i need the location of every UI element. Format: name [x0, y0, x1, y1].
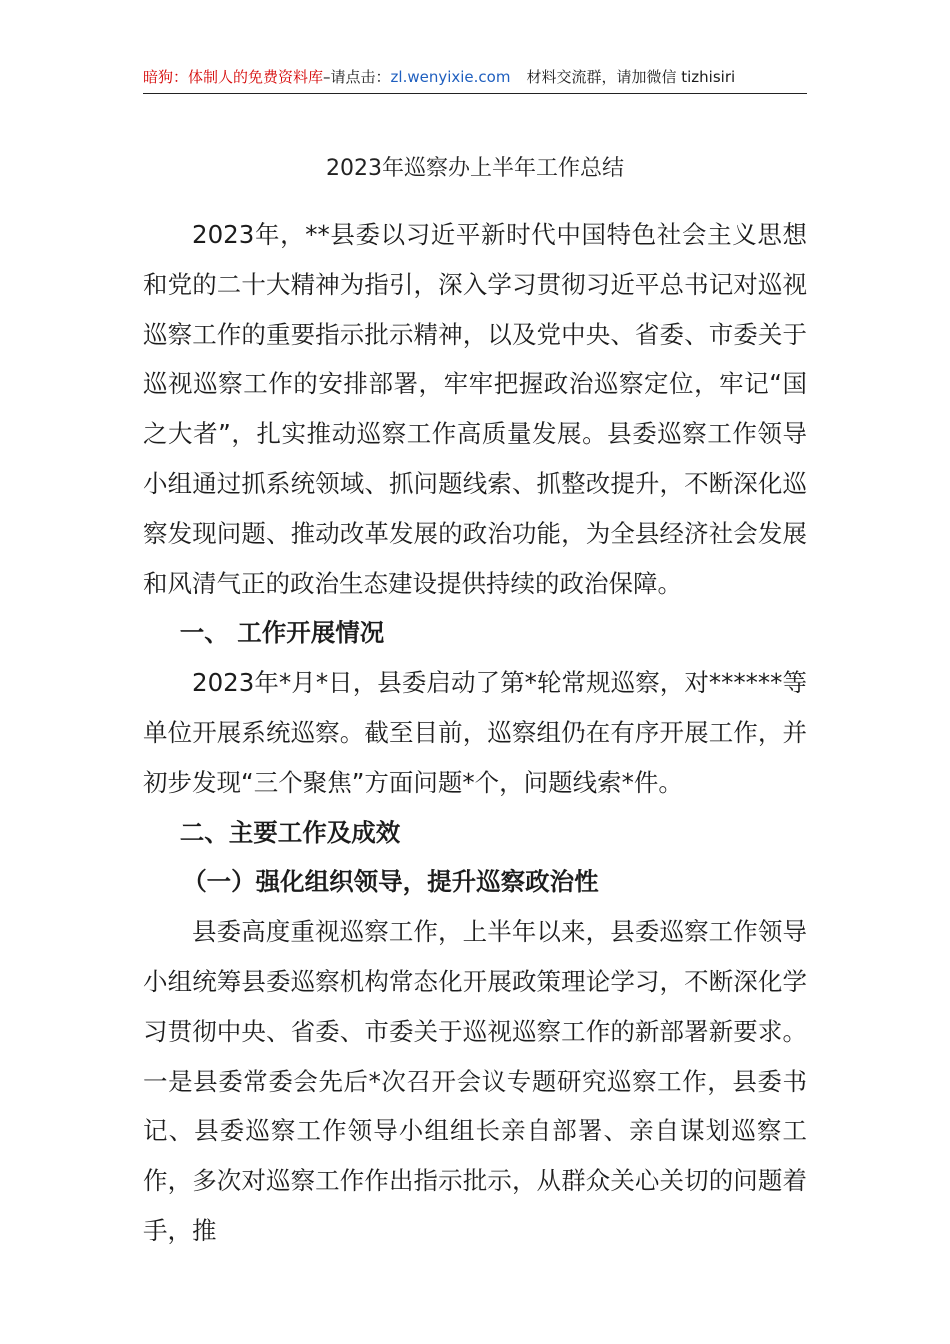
- section-heading-1: 一、 工作开展情况: [179, 618, 385, 648]
- page-header: [143, 66, 807, 94]
- subsection-paragraph-1: 县委高度重视巡察工作，上半年以来，县委巡察工作领导小组统筹县委巡察机构常态化开展政策理论学习，不断深化学习贯彻中央、省委、市委关于巡视巡察工作的新部署新要求。一是县委常委会先后*次召开会议专题研究巡察工作，县委书记、县委巡察工作领导小组组长亲自部署、亲自谋划巡察工作，多次对巡察工作作出指示批示，从群众关心关切的问题着手，推: [143, 917, 807, 1245]
- header-link[interactable]: zl.wenyixie.com: [390, 68, 511, 86]
- subsection-heading-1: （一）强化组织领导，提升巡察政治性: [182, 867, 599, 897]
- section-paragraph-1: 2023年*月*日，县委启动了第*轮常规巡察，对******等单位开展系统巡察。截至目前，巡察组仍在有序开展工作，并初步发现“三个聚焦”方面问题*个，问题线索*件。: [143, 668, 807, 797]
- header-click-prompt: –请点击：: [323, 68, 391, 86]
- section-heading-2: 二、主要工作及成效: [179, 817, 401, 847]
- header-brand: 暗狗：体制人的免费资料库: [143, 68, 324, 86]
- header-group-note: 材料交流群，请加微信 tizhisiri: [526, 68, 736, 86]
- intro-paragraph: 2023年，**县委以习近平新时代中国特色社会主义思想和党的二十大精神为指引，深入学习贯彻习近平总书记对巡视巡察工作的重要指示批示精神，以及党中央、省委、市委关于巡视巡察工作的安排部署，牢牢把握政治巡察定位，牢记“国之大者”，扎实推动巡察工作高质量发展。县委巡察工作领导小组通过抓系统领域、抓问题线索、抓整改提升，不断深化巡察发现问题、推动改革发展的政治功能，为全县经济社会发展和风清气正的政治生态建设提供持续的政治保障。: [143, 220, 807, 598]
- document-body: [143, 210, 807, 1256]
- page-title: 2023年巡察办上半年工作总结: [326, 156, 624, 181]
